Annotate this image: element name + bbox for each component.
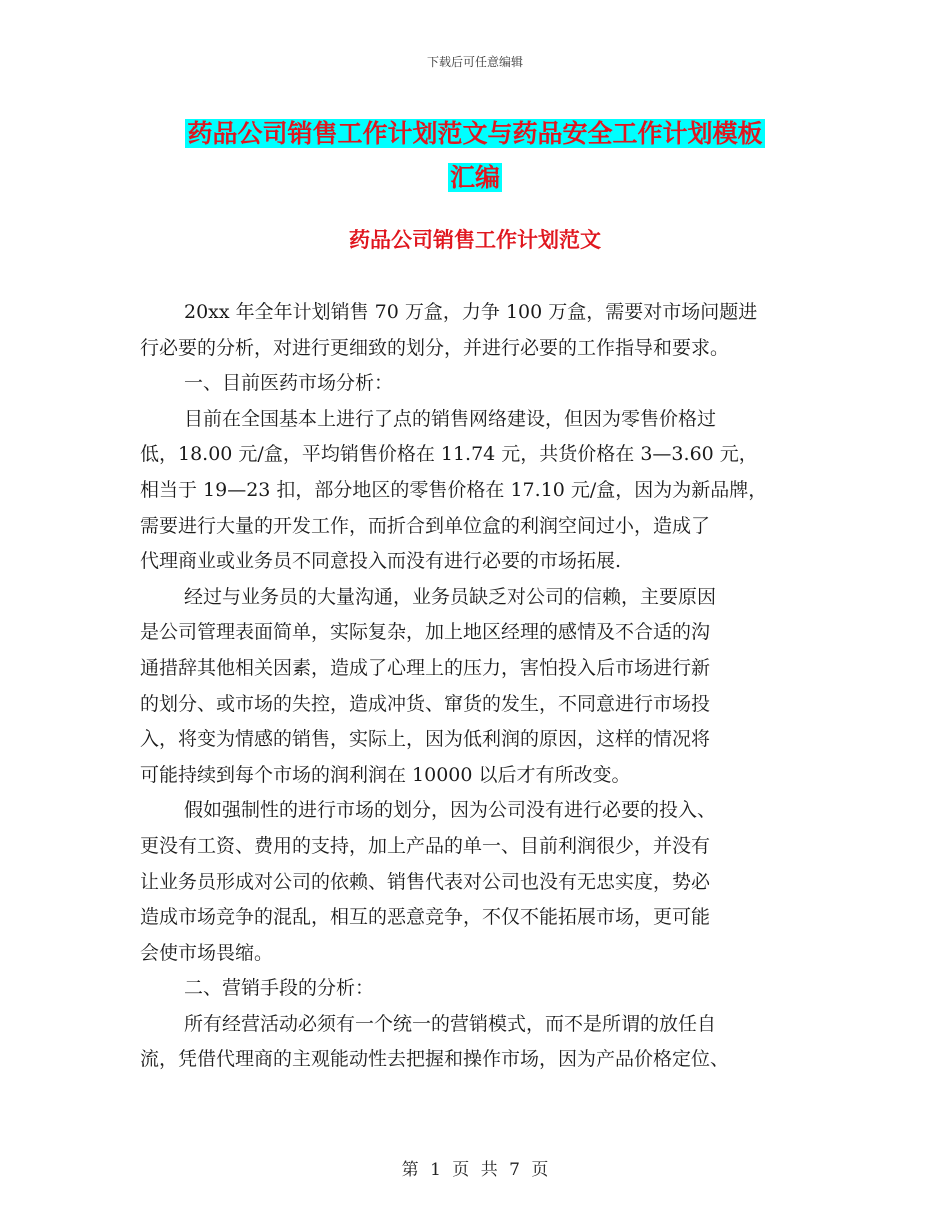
text-line: 代理商业或业务员不同意投入而没有进行必要的市场拓展.	[140, 550, 622, 573]
text-line: 让业务员形成对公司的依赖、销售代表对公司也没有无忠实度，势必	[140, 870, 711, 893]
paragraph	[140, 580, 820, 794]
text-line: 所有经营活动必须有一个统一的营销模式，而不是所谓的放任自	[184, 1012, 717, 1035]
paragraph	[140, 402, 820, 580]
paragraph	[140, 1007, 820, 1078]
text-line: 假如强制性的进行市场的划分，因为公司没有进行必要的投入、	[184, 799, 717, 822]
text-line: 会使市场畏缩。	[140, 941, 274, 964]
text-line: 目前在全国基本上进行了点的销售网络建设，但因为零售价格过	[184, 407, 717, 430]
document-title-line-2: 汇编	[449, 163, 500, 192]
paragraph	[140, 971, 820, 1007]
text-line: 20xx 年全年计划销售 70 万盒，力争 100 万盒，需要对市场问题进	[184, 301, 758, 323]
text-line: 入，将变为情感的销售，实际上，因为低利润的原因，这样的情况将	[140, 728, 711, 751]
header-note: 下载后可任意编辑	[426, 55, 523, 69]
body-text	[140, 295, 820, 1078]
text-line: 二、营销手段的分析：	[184, 977, 375, 1000]
text-line: 更没有工资、费用的支持，加上产品的单一、目前利润很少，并没有	[140, 834, 711, 857]
text-line: 的划分、或市场的失控，造成冲货、窜货的发生，不同意进行市场投	[140, 692, 711, 715]
text-line: 通措辞其他相关因素，造成了心理上的压力，害怕投入后市场进行新	[140, 656, 711, 679]
paragraph	[140, 295, 820, 366]
document-title	[0, 112, 950, 200]
paragraph	[140, 366, 820, 402]
text-line: 经过与业务员的大量沟通，业务员缺乏对公司的信赖，主要原因	[184, 585, 717, 608]
text-line: 一、目前医药市场分析：	[184, 372, 394, 395]
page-footer: 第 1 页 共 7 页	[401, 1160, 549, 1180]
text-line: 是公司管理表面简单，实际复杂，加上地区经理的感情及不合适的沟	[140, 621, 711, 644]
section-title: 药品公司销售工作计划范文	[349, 228, 601, 252]
text-line: 流，凭借代理商的主观能动性去把握和操作市场，因为产品价格定位、	[140, 1048, 730, 1071]
text-line: 行必要的分析，对进行更细致的划分，并进行必要的工作指导和要求。	[140, 336, 730, 359]
text-line: 低，18.00 元/盒，平均销售价格在 11.74 元，共货价格在 3—3.60 元，	[140, 443, 758, 466]
text-line: 造成市场竞争的混乱，相互的恶意竞争，不仅不能拓展市场，更可能	[140, 906, 711, 929]
text-line: 需要进行大量的开发工作，而折合到单位盒的利润空间过小，造成了	[140, 514, 711, 537]
document-title-line-1: 药品公司销售工作计划范文与药品安全工作计划模板	[187, 119, 763, 148]
text-line: 相当于 19—23 扣，部分地区的零售价格在 17.10 元/盒，因为为新品牌，	[140, 478, 768, 501]
text-line: 可能持续到每个市场的润利润在 10000 以后才有所改变。	[140, 763, 631, 786]
paragraph	[140, 793, 820, 971]
